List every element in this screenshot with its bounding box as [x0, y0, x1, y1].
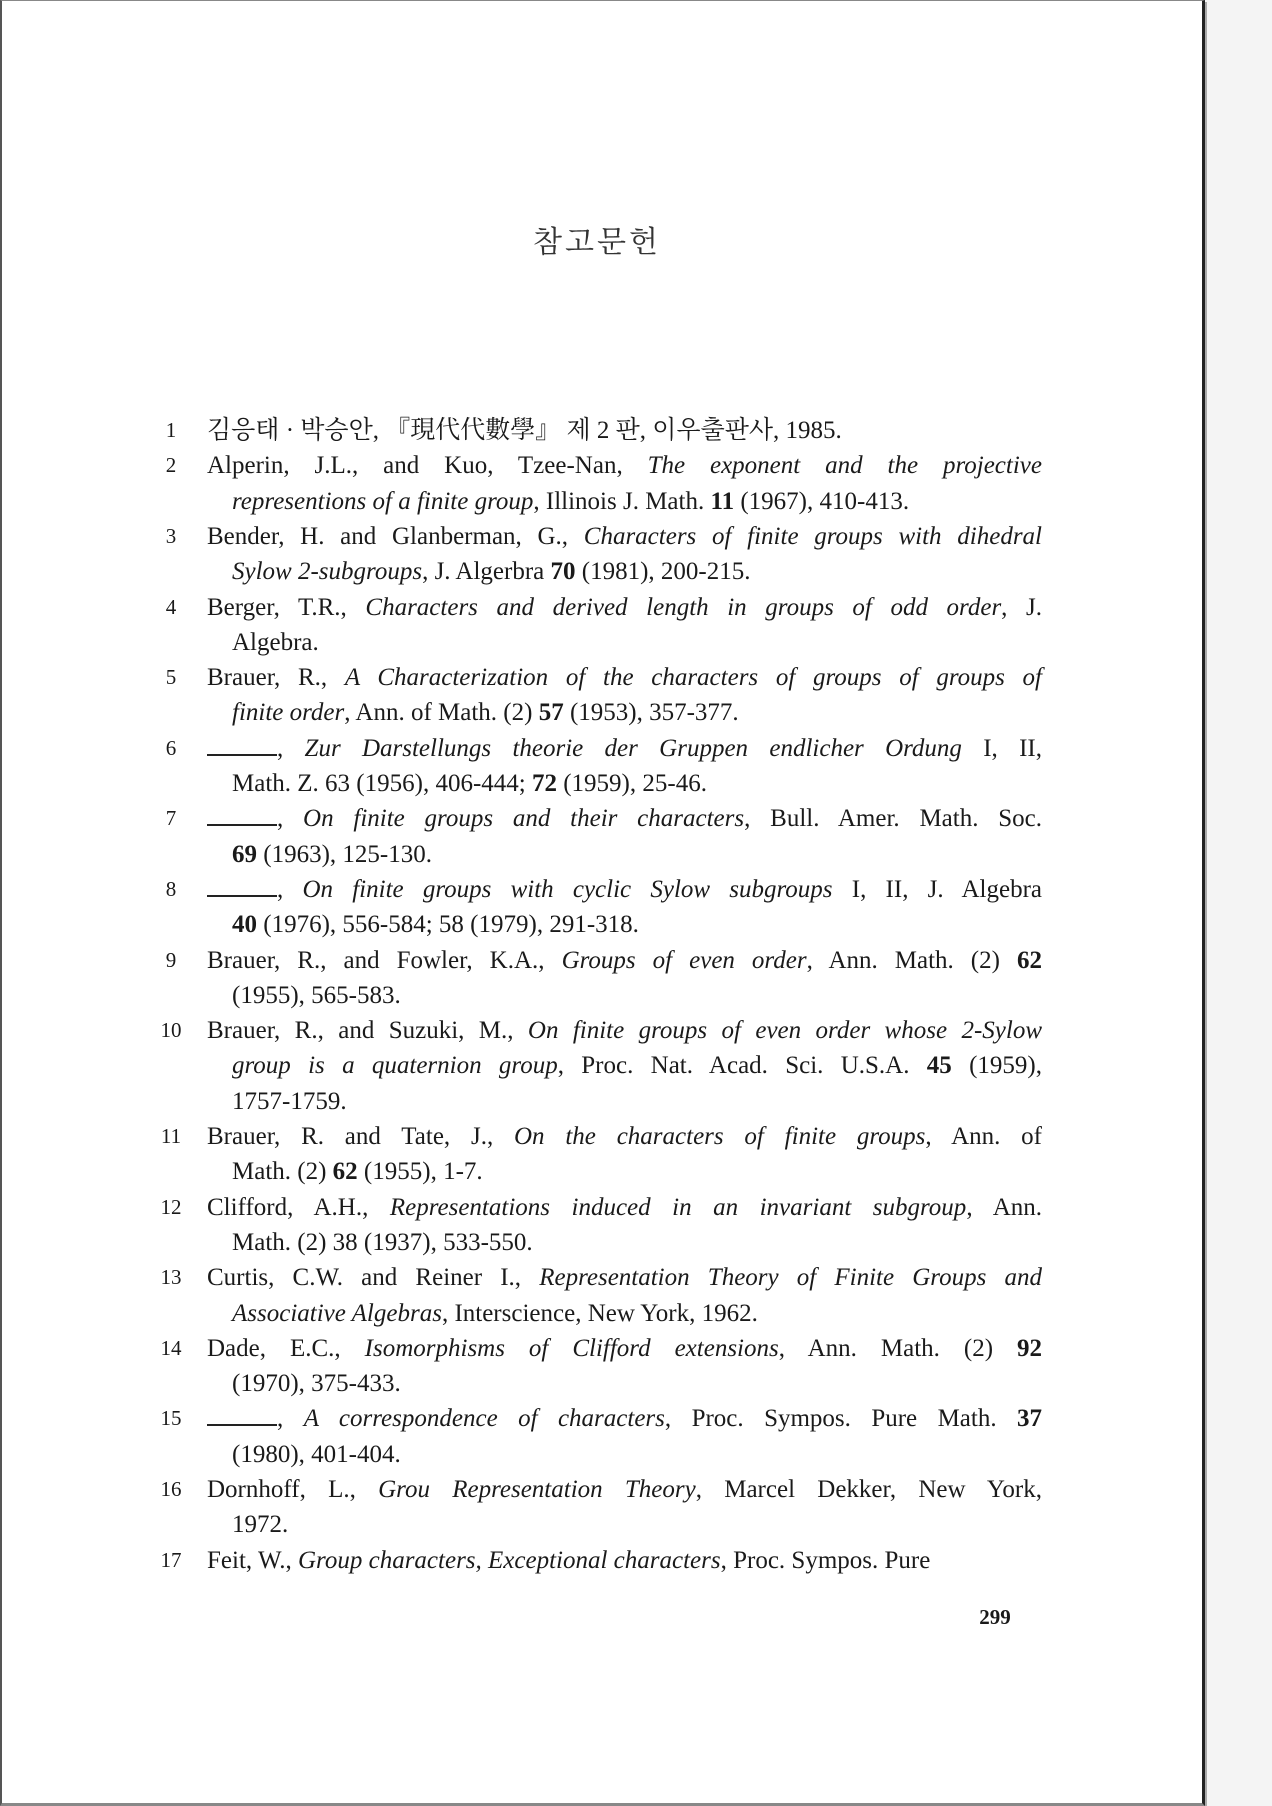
- reference-line: [232, 1225, 1042, 1260]
- reference-line: [207, 1260, 1042, 1295]
- volume-number: 37: [1017, 1405, 1043, 1433]
- reference-title-text: Representation Theory of Finite Groups and: [539, 1264, 1042, 1292]
- reference-title-text: Sylow 2-subgroups: [232, 558, 423, 586]
- reference-text: (1967), 410-413.: [734, 487, 910, 515]
- reference-line: [207, 1472, 1042, 1507]
- volume-number: 45: [926, 1052, 952, 1080]
- reference-line: [207, 801, 1042, 836]
- reference-line: [232, 484, 1042, 519]
- reference-line: [232, 554, 1042, 589]
- reference-text: (1959), 25-46.: [556, 770, 707, 797]
- reference-text: (1955), 1-7.: [357, 1158, 483, 1186]
- reference-number: 16: [160, 1477, 182, 1501]
- reference-title-text: Characters of finite groups with dihedral: [583, 522, 1042, 550]
- reference-title-text: group is a quaternion group: [232, 1052, 558, 1080]
- reference-text: Algebra.: [232, 628, 319, 656]
- reference-line: [207, 731, 1042, 766]
- reference-text: (1953), 357-377.: [563, 699, 739, 727]
- reference-text: , Ann. Math. (2): [806, 946, 1017, 974]
- reference-number: 17: [160, 1547, 182, 1572]
- reference-text: Curtis, C.W. and Reiner I.,: [207, 1264, 540, 1292]
- reference-text: Math. (2): [232, 1158, 333, 1186]
- volume-number: 70: [550, 558, 576, 586]
- reference-line: [232, 766, 1042, 801]
- reference-number: 14: [160, 1335, 182, 1360]
- reference-line: [207, 1013, 1042, 1048]
- reference-text: , J. Algerbra: [422, 558, 551, 586]
- reference-text: Clifford, A.H.,: [207, 1193, 390, 1221]
- repeat-author-dash: [207, 875, 277, 897]
- reference-text: , Proc. Nat. Acad. Sci. U.S.A.: [557, 1052, 927, 1080]
- repeat-author-dash: [207, 734, 277, 756]
- reference-text: I, II,: [961, 734, 1042, 762]
- reference-title-text: Groups of even order: [561, 946, 807, 974]
- reference-text: (1981), 200-215.: [575, 558, 751, 586]
- reference-number: 5: [165, 665, 177, 690]
- reference-line: [232, 1084, 1042, 1119]
- repeat-author-dash: [207, 1404, 277, 1426]
- reference-number: 12: [160, 1194, 182, 1219]
- reference-text: 김응태 · 박승안, 『現代代數學』 제 2 판, 이우출판사, 1985.: [207, 417, 842, 444]
- reference-number: 4: [165, 594, 177, 619]
- reference-line: [207, 872, 1042, 907]
- volume-number: 40: [232, 911, 257, 939]
- reference-title-text: Group characters, Exceptional characters: [298, 1546, 721, 1574]
- reference-line: [207, 1119, 1042, 1154]
- reference-text: , Proc. Sympos. Pure: [720, 1546, 931, 1574]
- reference-text: 1972.: [232, 1511, 289, 1539]
- page-title: 참고문헌: [533, 226, 661, 259]
- reference-text: (1963), 125-130.: [257, 840, 432, 868]
- reference-text: (1959),: [951, 1052, 1043, 1080]
- reference-number: 1: [165, 418, 177, 442]
- volume-number: 62: [332, 1158, 358, 1186]
- reference-text: Dade, E.C.,: [207, 1334, 365, 1362]
- reference-text: , Proc. Sympos. Pure Math.: [664, 1405, 1018, 1433]
- reference-number: 9: [165, 947, 177, 972]
- reference-line: [232, 1437, 1042, 1472]
- repeat-author-dash: [207, 804, 277, 826]
- volume-number: 62: [1016, 946, 1042, 974]
- reference-title-text: s of a finite group: [356, 487, 534, 515]
- reference-line: [207, 943, 1042, 978]
- reference-text: Brauer, R., and Suzuki, M.,: [207, 1017, 528, 1045]
- reference-line: [207, 519, 1042, 554]
- reference-text: Math. (2) 38 (1937), 533-550.: [232, 1228, 533, 1256]
- reference-text: (1980), 401-404.: [232, 1440, 401, 1468]
- reference-text: Brauer, R., and Fowler, K.A.,: [207, 946, 562, 974]
- reference-text: , Ann. of Math. (2): [344, 699, 539, 727]
- reference-title-text: The exponent and the projective: [647, 452, 1042, 480]
- reference-text: 1757-1759.: [232, 1087, 347, 1115]
- reference-text: ,: [277, 875, 303, 903]
- reference-line: [207, 1401, 1042, 1436]
- reference-text: , J.: [1001, 593, 1042, 621]
- reference-text: (1970), 375-433.: [232, 1370, 401, 1398]
- reference-line: [232, 978, 1042, 1013]
- reference-text: Feit, W.,: [207, 1546, 298, 1574]
- reference-title-text: On the characters of finite groups: [514, 1123, 926, 1150]
- reference-title-text: Zur Darstellungs theorie der Gruppen endlicher Ordung: [304, 734, 962, 762]
- reference-text: , Marcel Dekker, New York,: [695, 1476, 1043, 1503]
- reference-line: [207, 1543, 1042, 1578]
- reference-text: , Ann. of: [925, 1123, 1042, 1150]
- reference-title-text: A Characterization of the characters of groups of groups of: [344, 664, 1042, 692]
- reference-title-text: On finite groups with cyclic Sylow subgroups: [302, 875, 833, 903]
- reference-text: (1955), 565-583.: [232, 981, 401, 1009]
- reference-number: 2: [165, 453, 177, 478]
- reference-text: , Illinois J. Math.: [533, 487, 711, 515]
- reference-text: ,: [277, 1405, 304, 1433]
- reference-line: [232, 1296, 1042, 1331]
- reference-title-text: Representations induced in an invariant subgroup: [389, 1193, 967, 1221]
- reference-text: , Ann. Math. (2): [778, 1334, 1017, 1362]
- reference-title-text: A correspondence of characters: [303, 1405, 665, 1433]
- reference-line: [232, 695, 1042, 730]
- reference-number: 10: [160, 1018, 182, 1043]
- reference-text: Brauer, R.,: [207, 664, 345, 692]
- reference-title-text: Associative Algebras: [232, 1299, 442, 1327]
- volume-number: 11: [710, 487, 735, 515]
- reference-text: , Interscience, New York, 1962.: [441, 1299, 758, 1327]
- reference-line: [207, 1190, 1042, 1225]
- reference-line: [232, 1507, 1042, 1542]
- reference-line: [232, 907, 1042, 942]
- volume-number: 72: [531, 770, 557, 797]
- reference-number: 11: [160, 1124, 182, 1148]
- reference-line: [232, 625, 1042, 660]
- reference-number: 15: [160, 1406, 182, 1431]
- reference-line: [207, 660, 1042, 695]
- reference-title-text: On finite groups of even order whose 2-Sylow: [527, 1017, 1042, 1045]
- reference-text: , Ann.: [966, 1193, 1042, 1221]
- reference-number: 7: [165, 806, 177, 831]
- reference-line: [232, 1366, 1042, 1401]
- reference-line: [207, 1331, 1042, 1366]
- reference-text: (1976), 556-584; 58 (1979), 291-318.: [257, 911, 639, 939]
- reference-line: [207, 590, 1042, 625]
- reference-line: [232, 1154, 1042, 1189]
- page-number: 299: [979, 1605, 1011, 1629]
- reference-text: Dornhoff, L.,: [207, 1476, 379, 1503]
- reference-title-text: Grou Representation Theory: [378, 1476, 696, 1503]
- reference-text: I, II, J. Algebra: [832, 875, 1042, 903]
- reference-text: ,: [277, 805, 304, 833]
- reference-text: Brauer, R. and Tate, J.,: [207, 1123, 514, 1150]
- reference-text: Bender, H. and Glanberman, G.,: [207, 522, 584, 550]
- reference-title-text: Characters and derived length in groups of odd order: [365, 593, 1002, 621]
- reference-title-text: finite order: [232, 699, 345, 727]
- reference-number: 13: [160, 1265, 182, 1290]
- reference-title-text: Isomorphisms of Clifford extensions: [364, 1334, 779, 1362]
- reference-text: ,: [277, 734, 305, 762]
- reference-text: Math. Z. 63 (1956), 406-444;: [232, 770, 532, 797]
- reference-line: [232, 1048, 1042, 1083]
- reference-title-text: On finite groups and their characters: [303, 805, 745, 833]
- reference-line: [232, 837, 1042, 872]
- volume-number: 57: [538, 699, 564, 727]
- reference-number: 6: [165, 735, 177, 760]
- reference-number: 8: [165, 876, 177, 901]
- reference-text: Berger, T.R.,: [207, 593, 366, 621]
- reference-text: Alperin, J.L., and Kuo, Tzee-Nan,: [207, 452, 648, 480]
- volume-number: 69: [232, 840, 257, 868]
- reference-line: [207, 448, 1042, 483]
- reference-line: [207, 413, 1042, 448]
- reference-number: 3: [165, 523, 177, 548]
- reference-title-text: represention: [232, 487, 357, 515]
- reference-text: , Bull. Amer. Math. Soc.: [744, 805, 1043, 833]
- volume-number: 92: [1017, 1334, 1042, 1362]
